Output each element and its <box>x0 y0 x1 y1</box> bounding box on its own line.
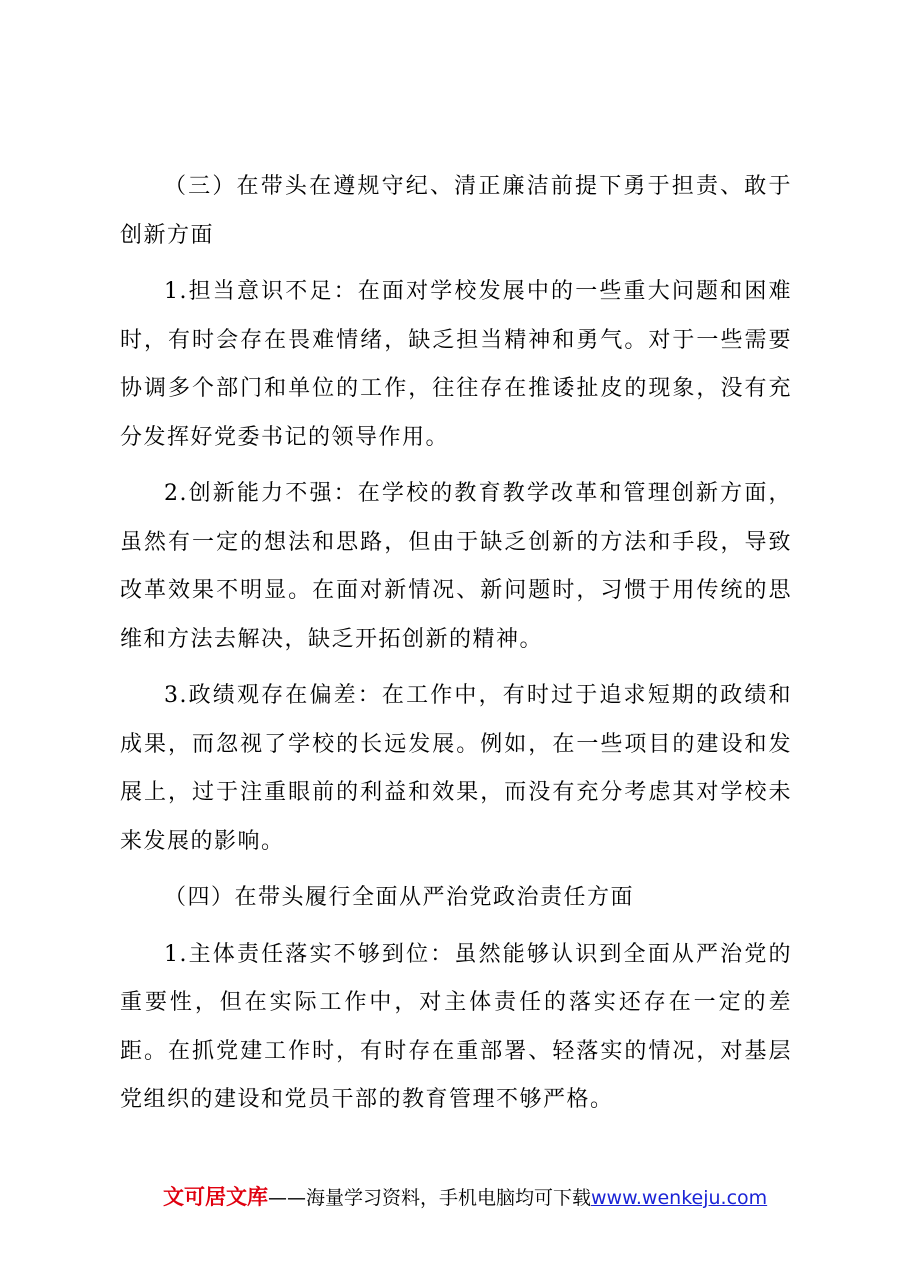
footer-site-link[interactable]: www.wenkeju.com <box>591 1187 768 1209</box>
section-heading-four: （四）在带头履行全面从严治党政治责任方面 <box>164 885 635 910</box>
paragraph-innovation: 2.创新能力不强：在学校的教育教学改革和管理创新方面，虽然有一定的想法和思路，但由于缺乏创新的方法和手段，导致改革效果不明显。在面对新情况、新问题时，习惯于用传统的思维和方法去解决，缺乏开拓创新的精神。 <box>120 481 792 652</box>
document-body <box>120 163 792 1133</box>
paragraph-responsibility: 1.担当意识不足：在面对学校发展中的一些重大问题和困难时，有时会存在畏难情绪，缺乏担当精神和勇气。对于一些需要协调多个部门和单位的工作，往往存在推诿扯皮的现象，没有充分发挥好党委书记的领导作用。 <box>120 279 792 450</box>
footer-brand: 文可居文库 <box>163 1185 268 1209</box>
paragraph-achievement-view: 3.政绩观存在偏差：在工作中，有时过于追求短期的政绩和成果，而忽视了学校的长远发展。例如，在一些项目的建设和发展上，过于注重眼前的利益和效果，而没有充分考虑其对学校未来发展的影响。 <box>120 683 792 854</box>
section-heading-three: （三）在带头在遵规守纪、清正廉洁前提下勇于担责、敢于创新方面 <box>120 174 792 248</box>
paragraph-main-responsibility: 1.主体责任落实不够到位：虽然能够认识到全面从严治党的重要性，但在实际工作中，对主体责任的落实还存在一定的差距。在抓党建工作时，有时存在重部署、轻落实的情况，对基层党组织的建设和党员干部的教育管理不够严格。 <box>120 941 792 1112</box>
footer-banner <box>163 1182 803 1212</box>
footer-tagline: ——海量学习资料，手机电脑均可下载 <box>268 1187 592 1209</box>
